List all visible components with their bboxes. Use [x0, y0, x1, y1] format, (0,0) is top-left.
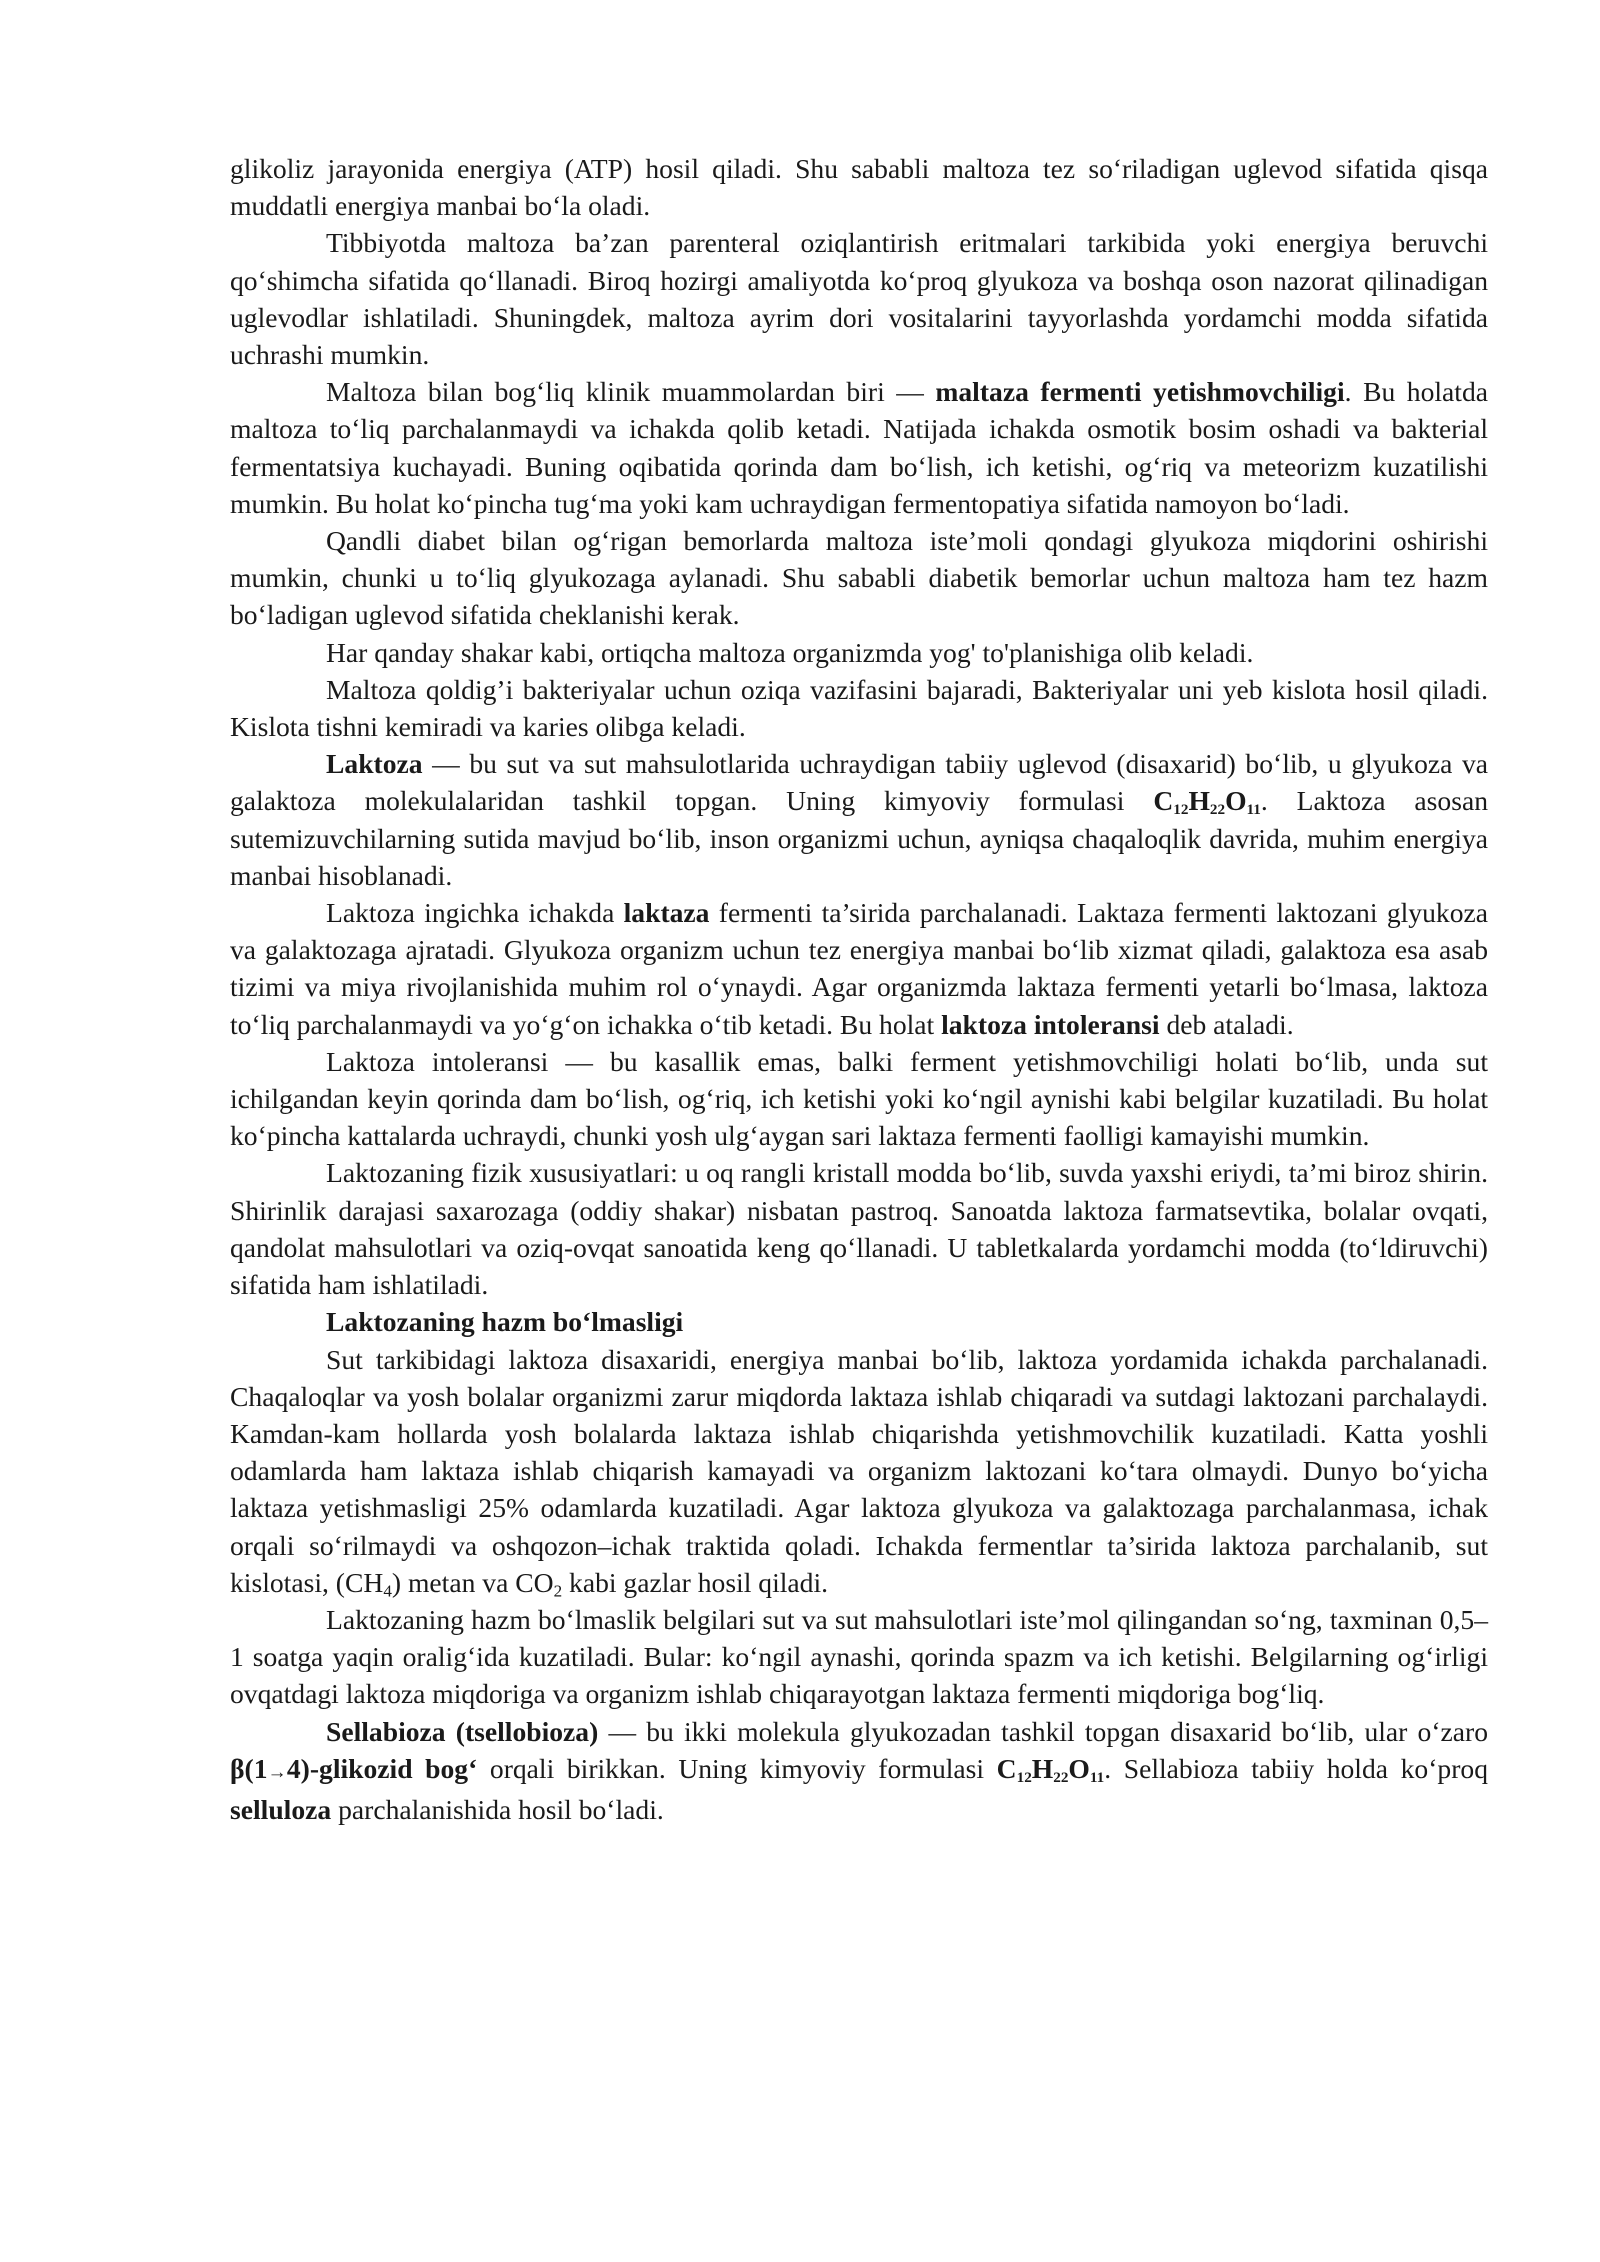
chemical-formula: $C_{12}H_{22}O_{11}$ [1153, 785, 1261, 819]
term-sellabioza: Sellabioza (tsellobioza) [326, 1715, 599, 1747]
paragraph-4: Qandli diabet bilan og‘rigan bemorlarda maltoza iste’moli qondagi glyukoza miqdorini oshirishi mumkin, chunki u to‘liq glyukozaga aylanadi. Shu sababli diabetik bemorlar uchun maltoza ham tez hazm bo‘ladigan uglevod sifatida cheklanishi kerak. [230, 525, 1488, 631]
paragraph-8: Laktoza ingichka ichakda laktaza fermenti ta’sirida parchalanadi. Laktaza fermenti laktozani glyukoza va galaktozaga ajratadi. Glyukoza organizm uchun tez energiya manbai bo‘lib xizmat qiladi, galaktoza esa asab tizimi va miya rivojlanishida muhim rol o‘ynaydi. Agar organizmda laktaza fermenti yetarli bo‘lmasa, laktoza to‘liq parchalanmaydi va yo‘g‘on ichakka o‘tib ketadi. Bu holat laktoza intoleransi deb ataladi. [230, 897, 1488, 1040]
paragraph-3: Maltoza bilan bog‘liq klinik muammolardan biri — maltaza fermenti yetishmovchiligi. Bu holatda maltoza to‘liq parchalanmaydi va ichakda qolib ketadi. Natijada ichakda osmotik bosim oshadi va bakterial fermentatsiya kuchayadi. Buning oqibatida qorinda dam bo‘lish, ich ketishi, og‘riq va meteorizm kuzatilishi mumkin. Bu holat ko‘pincha tug‘ma yoki kam uchraydigan fermentopatiya sifatida namoyon bo‘ladi. [230, 376, 1489, 519]
section-heading: Laktozaning hazm bo‘lmasligi [326, 1306, 684, 1338]
term-laktaza: laktaza [623, 897, 710, 929]
term-selluloza: selluloza [230, 1793, 332, 1825]
term-maltaza-deficiency: maltaza fermenti yetishmovchiligi [935, 376, 1345, 408]
paragraph-2: Tibbiyotda maltoza ba’zan parenteral oziqlantirish eritmalari tarkibida yoki energiya beruvchi qo‘shimcha sifatida qo‘llanadi. Biroq hozirgi amaliyotda ko‘proq glyukoza va boshqa oson nazorat qilinadigan uglevodlar ishlatiladi. Shuningdek, maltoza ayrim dori vositalarini tayyorlashda yordamchi modda sifatida uchrashi mumkin. [230, 227, 1488, 371]
paragraph-12: Laktozaning hazm bo‘lmaslik belgilari sut va sut mahsulotlari iste’mol qilingandan so‘ng, taxminan 0,5–1 soatga yaqin oralig‘ida kuzatiladi. Bular: ko‘ngil aynashi, qorinda spazm va ich ketishi. Belgilarning og‘irligi ovqatdagi laktoza miqdoriga va organizm ishlab chiqarayotgan laktaza fermenti miqdoriga bog‘liq. [230, 1603, 1488, 1710]
paragraph-10: Laktozaning fizik xususiyatlari: u oq rangli kristall modda bo‘lib, suvda yaxshi eriydi, ta’mi biroz shirin. Shirinlik darajasi saxarozaga (oddiy shakar) nisbatan pastroq. Sanoatda laktoza farmatsevtika, bolalar ovqati, qandolat mahsulotlari va oziq-ovqat sanoatida keng qo‘llanadi. U tabletkalarda yordamchi modda (to‘ldiruvchi) sifatida ham ishlatiladi. [230, 1157, 1488, 1301]
paragraph-7: Laktoza — bu sut va sut mahsulotlarida uchraydigan tabiiy uglevod (disaxarid) bo‘lib, u glyukoza va galaktoza molekulalaridan tashkil topgan. Uning kimyoviy formulasi $C_{12}H_{22}O_{11}$. Laktoza asosan sutemizuvchilarning sutida mavjud bo‘lib, inson organizmi uchun, ayniqsa chaqaloqlik davrida, muhim energiya manbai hisoblanadi. [230, 748, 1488, 891]
paragraph-9: Laktoza intoleransi — bu kasallik emas, balki ferment yetishmovchiligi holati bo‘lib, unda sut ichilgandan keyin qorinda dam bo‘lish, og‘riq, ich ketishi yoki ko‘ngil aynishi kabi belgilar kuzatiladi. Bu holat ko‘pincha kattalarda uchraydi, chunki yosh ulg‘aygan sari laktaza fermenti faolligi kamayishi mumkin. [230, 1045, 1488, 1152]
term-laktoza-intoleransi: laktoza intoleransi [941, 1008, 1160, 1040]
paragraph-13: Sellabioza (tsellobioza) — bu ikki molekula glyukozadan tashkil topgan disaxarid bo‘lib, ular o‘zaro β(1→4)-glikozid bog‘ orqali birikkan. Uning kimyoviy formulasi $C_{12}H_{22}O_{11}$. Sellabioza tabiiy holda ko‘proq selluloza parchalanishida hosil bo‘ladi. [230, 1715, 1489, 1825]
document-page [230, 150, 1488, 1828]
term-laktoza: Laktoza [326, 748, 423, 780]
paragraph-5: Har qanday shakar kabi, ortiqcha maltoza organizmda yog' to'planishiga olib keladi. [326, 636, 1254, 668]
paragraph-1: glikoliz jarayonida energiya (ATP) hosil qiladi. Shu sababli maltoza tez so‘riladigan uglevod sifatida qisqa muddatli energiya manbai bo‘la oladi. [230, 153, 1488, 222]
paragraph-6: Maltoza qoldig’i bakteriyalar uchun oziqa vazifasini bajaradi, Bakteriyalar uni yeb kislota hosil qiladi. Kislota tishni kemiradi va karies olibga keladi. [230, 673, 1488, 743]
term-glikozid-bond: β(1→4)-glikozid bog‘ [230, 1752, 478, 1784]
paragraph-11: Sut tarkibidagi laktoza disaxaridi, energiya manbai bo‘lib, laktoza yordamida ichakda parchalanadi. Chaqaloqlar va yosh bolalar organizmi zarur miqdorda laktaza ishlab chiqaradi va sutdagi laktozani parchalaydi. Kamdan-kam hollarda yosh bolalarda laktaza ishlab chiqarishda yetishmovchilik kuzatiladi. Katta yoshli odamlarda ham laktaza ishlab chiqarish kamayadi va organizm laktozani ko‘tara olmaydi. Dunyo bo‘yicha laktaza yetishmasligi 25% odamlarda kuzatiladi. Agar laktoza glyukoza va galaktozaga parchalanmasa, ichak orqali so‘rilmaydi va oshqozon–ichak traktida qoladi. Ichakda fermentlar ta’sirida laktoza parchalanib, sut kislotasi, $(CH_4)$ metan va $CO_2$ kabi gazlar hosil qiladi. [230, 1343, 1488, 1600]
chemical-formula-2: $C_{12}H_{22}O_{11}$ [996, 1752, 1105, 1786]
